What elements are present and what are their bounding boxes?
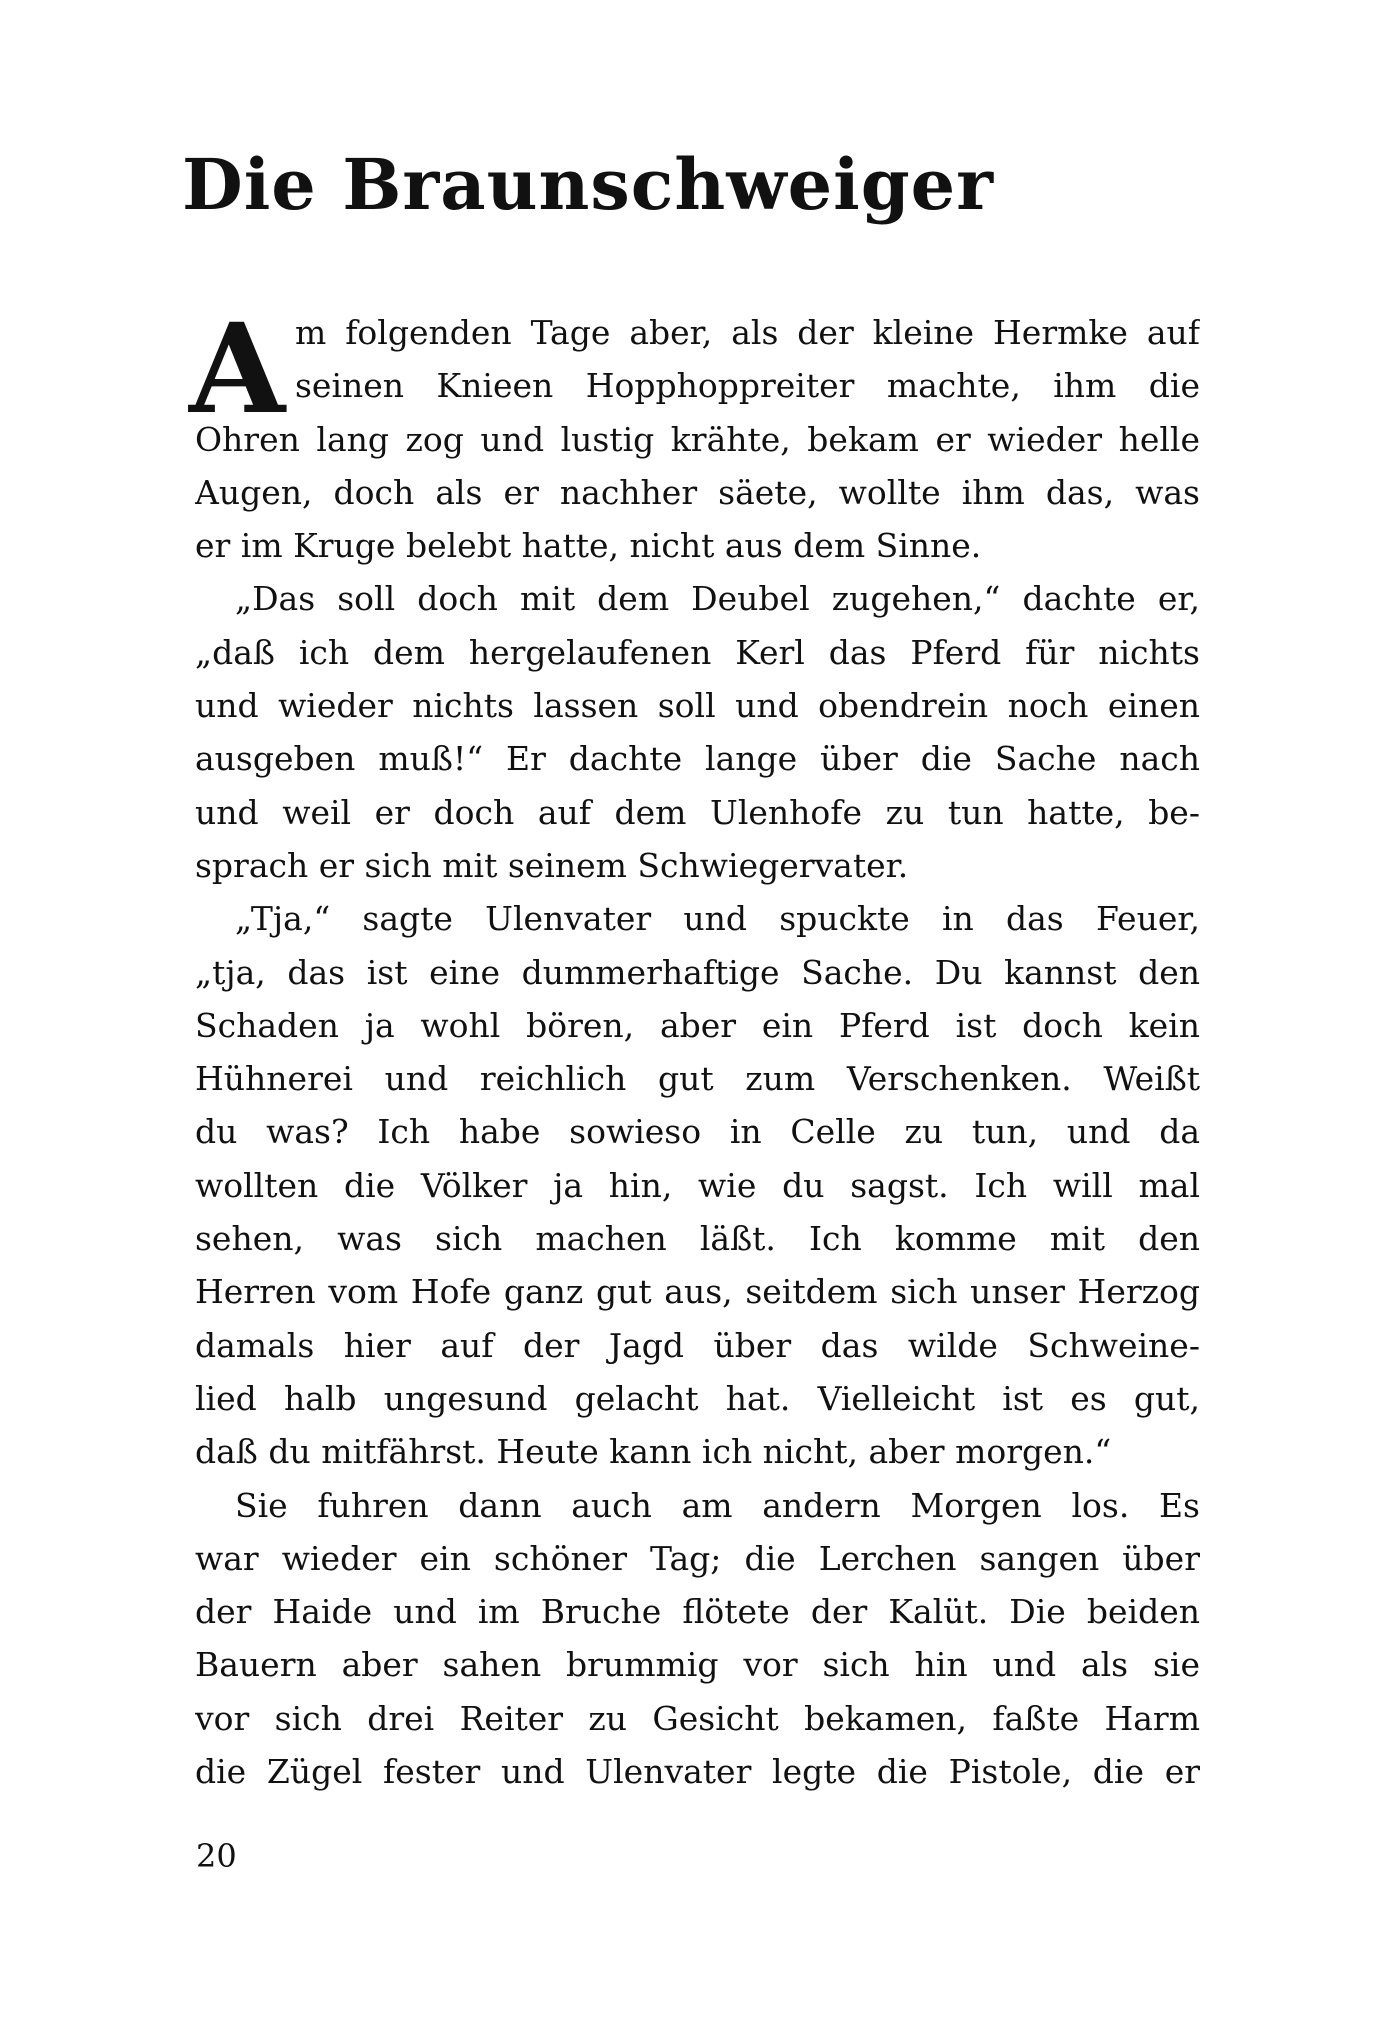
text-line: du was? Ich habe sowieso in Celle zu tun, und da [195, 1112, 1200, 1152]
text-line: lied halb ungesund gelacht hat. Vielleicht ist es gut, [195, 1378, 1200, 1418]
text-line: die Zügel fester und Ulenvater legte die Pistole, die er [195, 1752, 1200, 1792]
page-number: 20 [196, 1837, 237, 1875]
chapter-title: Die Braunschweiger [182, 143, 995, 226]
drop-cap: A [189, 297, 286, 442]
text-line: „Das soll doch mit dem Deubel zugehen,“ dachte er, [235, 579, 1200, 619]
text-line: „daß ich dem hergelaufenen Kerl das Pferd für nichts [195, 632, 1200, 672]
text-line: der Haide und im Bruche flötete der Kalüt. Die beiden [195, 1592, 1200, 1632]
text-line: und weil er doch auf dem Ulenhofe zu tun hatte, be- [195, 792, 1200, 832]
text-line: Hühnerei und reichlich gut zum Verschenken. Weißt [195, 1059, 1200, 1099]
text-line: und wieder nichts lassen soll und obendrein noch einen [195, 686, 1200, 726]
text-line: sehen, was sich machen läßt. Ich komme mit den [195, 1219, 1200, 1259]
text-line: damals hier auf der Jagd über das wilde Schweine- [195, 1325, 1200, 1365]
text-line: Bauern aber sahen brummig vor sich hin und als sie [195, 1645, 1200, 1685]
text-line: Schaden ja wohl bören, aber ein Pferd ist doch kein [195, 1005, 1200, 1045]
body-text [189, 297, 1200, 1798]
text-line: „Tja,“ sagte Ulenvater und spuckte in das Feuer, [235, 899, 1200, 939]
text-line: er im Kruge belebt hatte, nicht aus dem Sinne. [195, 526, 982, 566]
text-line: „tja, das ist eine dummerhaftige Sache. Du kannst den [195, 952, 1200, 992]
text-line: ausgeben muß!“ Er dachte lange über die Sache nach [195, 739, 1200, 779]
text-line: Herren vom Hofe ganz gut aus, seitdem sich unser Herzog [195, 1272, 1200, 1312]
text-line: Ohren lang zog und lustig krähte, bekam er wieder helle [195, 419, 1200, 459]
text-line: sprach er sich mit seinem Schwiegervater. [195, 845, 909, 885]
text-line: Augen, doch als er nachher säete, wollte ihm das, was [195, 472, 1200, 512]
text-line: wollten die Völker ja hin, wie du sagst. Ich will mal [195, 1165, 1200, 1205]
text-line: Sie fuhren dann auch am andern Morgen los. Es [235, 1485, 1200, 1525]
text-line: m folgenden Tage aber, als der kleine Hermke auf [295, 313, 1200, 352]
text-line: daß du mitfährst. Heute kann ich nicht, aber morgen.“ [195, 1432, 1112, 1472]
text-line: seinen Knieen Hopphoppreiter machte, ihm die [295, 366, 1200, 406]
text-line: vor sich drei Reiter zu Gesicht bekamen, faßte Harm [195, 1698, 1200, 1738]
text-line: war wieder ein schöner Tag; die Lerchen sangen über [195, 1538, 1200, 1578]
